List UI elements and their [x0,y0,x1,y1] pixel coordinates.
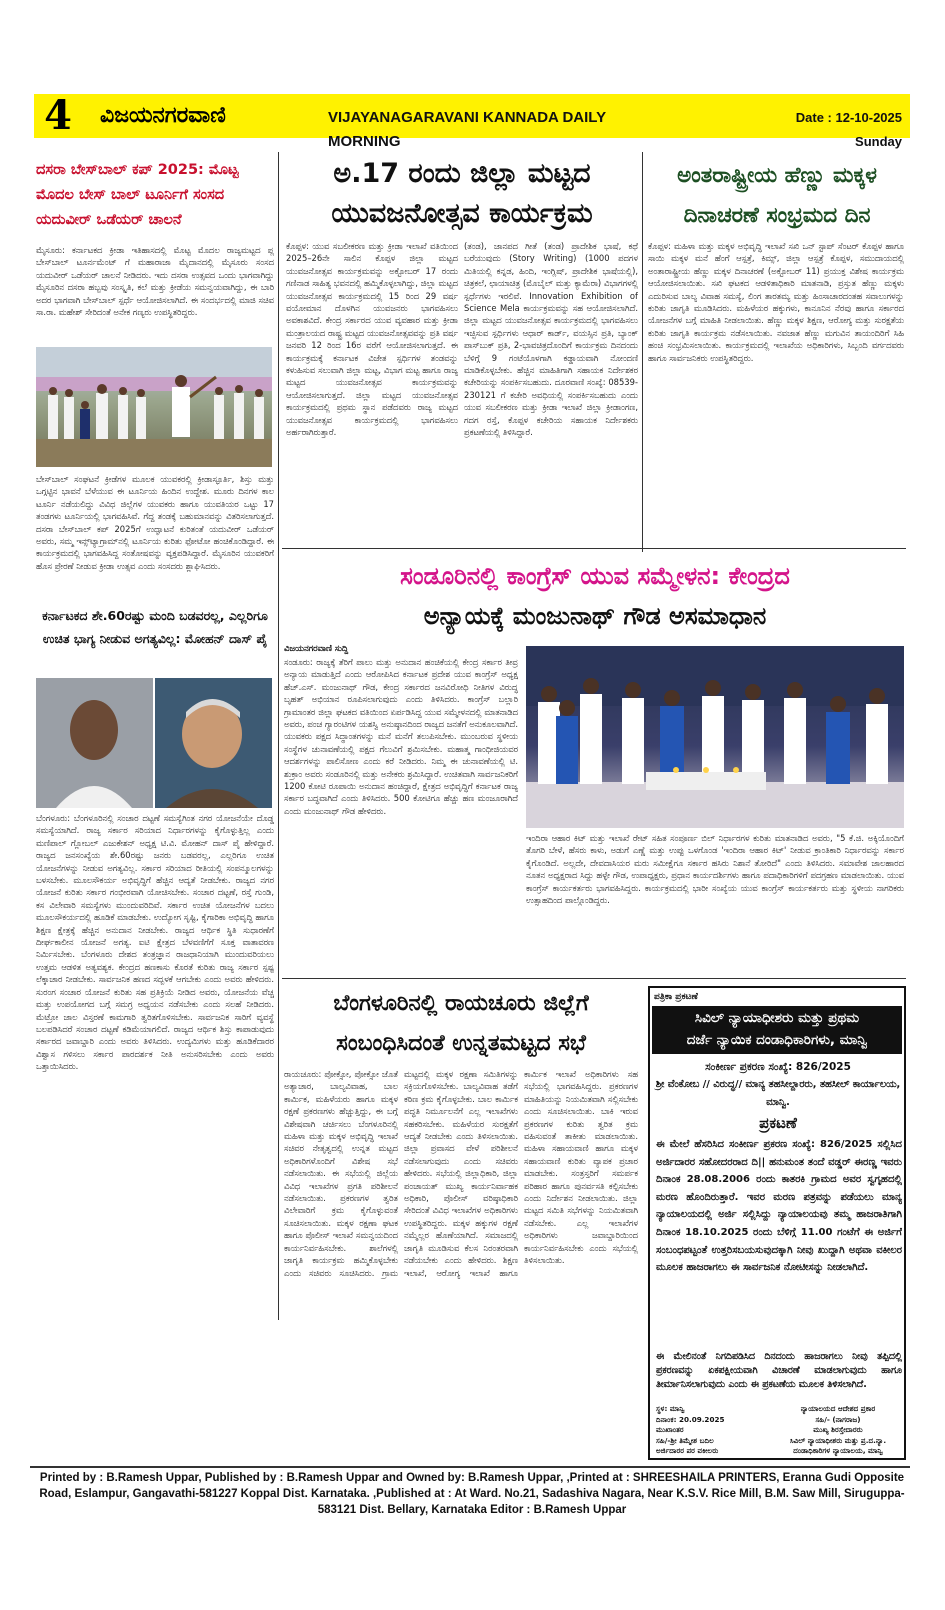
raichur-body: ರಾಯಚೂರು: ಪೋಕ್ಸೋ, ಪೋಕ್ಸೋ ಜೊತೆ ಅತ್ಯಾಚಾರ, ಬಾಲ್ಯವಿವಾಹ, ಬಾಲ ಕಾರ್ಮಿಕ, ಮಹಿಳೆಯರು ಹಾಗೂ ಮಕ್ಕಳ ರಕ್ಷಣೆ ಪ್ರಕರಣಗಳು ಹೆಚ್ಚುತ್ತಿದ್ದು, ಈ ಬಗ್ಗೆ ವಿಶೇಷವಾಗಿ ಚರ್ಚಿಸಲು ಬೆಂಗಳೂರಿನಲ್ಲಿ ಮಹಿಳಾ ಮತ್ತು ಮಕ್ಕಳ ಅಭಿವೃದ್ಧಿ ಇಲಾಖೆ ಸಚಿವರ ನೇತೃತ್ವದಲ್ಲಿ ಉನ್ನತ ಮಟ್ಟದ ಅಧಿಕಾರಿಗಳೊಂದಿಗೆ ವಿಶೇಷ ಸಭೆ ನಡೆಸಲಾಯಿತು. ಈ ಸಭೆಯಲ್ಲಿ ಜಿಲ್ಲೆಯ ವಿವಿಧ ಇಲಾಖೆಗಳ ಪ್ರಗತಿ ಪರಿಶೀಲನೆ ನಡೆಸಲಾಯಿತು. ಪ್ರಕರಣಗಳ ತ್ವರಿತ ವಿಲೇವಾರಿಗೆ ಕ್ರಮ ಕೈಗೊಳ್ಳುವಂತೆ ಸೂಚಿಸಲಾಯಿತು. ಮಕ್ಕಳ ರಕ್ಷಣಾ ಘಟಕ ಹಾಗೂ ಪೊಲೀಸ್ ಇಲಾಖೆ ಸಮನ್ವಯದಿಂದ ಕಾರ್ಯನಿರ್ವಹಿಸಬೇಕು. ಶಾಲೆಗಳಲ್ಲಿ ಜಾಗೃತಿ ಕಾರ್ಯಕ್ರಮ ಹಮ್ಮಿಕೊಳ್ಳಬೇಕು ಎಂದು ಸಚಿವರು ಸೂಚಿಸಿದರು. ಗ್ರಾಮ ಮಟ್ಟದಲ್ಲಿ ಮಕ್ಕಳ ರಕ್ಷಣಾ ಸಮಿತಿಗಳನ್ನು ಸಕ್ರಿಯಗೊಳಿಸಬೇಕು. ಬಾಲ್ಯವಿವಾಹ ತಡೆಗೆ ಕಠಿಣ ಕ್ರಮ ಕೈಗೊಳ್ಳಬೇಕು. ಬಾಲ ಕಾರ್ಮಿಕ ಪದ್ಧತಿ ನಿರ್ಮೂಲನೆಗೆ ಎಲ್ಲ ಇಲಾಖೆಗಳು ಸಹಕರಿಸಬೇಕು. ಮಹಿಳೆಯರ ಸುರಕ್ಷತೆಗೆ ಆದ್ಯತೆ ನೀಡಬೇಕು ಎಂದು ತಿಳಿಸಲಾಯಿತು. ಜಿಲ್ಲಾ ಪ್ರವಾಸದ ವೇಳೆ ಪರಿಶೀಲನೆ ನಡೆಸಲಾಗುವುದು ಎಂದು ಸಚಿವರು ಹೇಳಿದರು. ಸಭೆಯಲ್ಲಿ ಜಿಲ್ಲಾಧಿಕಾರಿ, ಜಿಲ್ಲಾ ಪಂಚಾಯತ್ ಮುಖ್ಯ ಕಾರ್ಯನಿರ್ವಾಹಕ ಅಧಿಕಾರಿ, ಪೊಲೀಸ್ ವರಿಷ್ಠಾಧಿಕಾರಿ ಸೇರಿದಂತೆ ವಿವಿಧ ಇಲಾಖೆಗಳ ಅಧಿಕಾರಿಗಳು ಉಪಸ್ಥಿತರಿದ್ದರು. ಮಕ್ಕಳ ಹಕ್ಕುಗಳ ರಕ್ಷಣೆ ನಮ್ಮೆಲ್ಲರ ಹೊಣೆಯಾಗಿದೆ. ಸಮಾಜದಲ್ಲಿ ಜಾಗೃತಿ ಮೂಡಿಸುವ ಕೆಲಸ ನಿರಂತರವಾಗಿ ನಡೆಯಬೇಕು ಎಂದು ಹೇಳಿದರು. ಶಿಕ್ಷಣ ಇಲಾಖೆ, ಆರೋಗ್ಯ ಇಲಾಖೆ ಹಾಗೂ ಕಾರ್ಮಿಕ ಇಲಾಖೆ ಅಧಿಕಾರಿಗಳು ಸಹ ಸಭೆಯಲ್ಲಿ ಭಾಗವಹಿಸಿದ್ದರು. ಪ್ರಕರಣಗಳ ಮಾಹಿತಿಯನ್ನು ನಿಯಮಿತವಾಗಿ ಸಲ್ಲಿಸಬೇಕು ಎಂದು ಸೂಚಿಸಲಾಯಿತು. ಬಾಕಿ ಇರುವ ಪ್ರಕರಣಗಳ ಕುರಿತು ತ್ವರಿತ ಕ್ರಮ ವಹಿಸುವಂತೆ ತಾಕೀತು ಮಾಡಲಾಯಿತು. ಮಹಿಳಾ ಸಹಾಯವಾಣಿ ಹಾಗೂ ಮಕ್ಕಳ ಸಹಾಯವಾಣಿ ಕುರಿತು ವ್ಯಾಪಕ ಪ್ರಚಾರ ಮಾಡಬೇಕು. ಸಂತ್ರಸ್ತರಿಗೆ ಸಮರ್ಪಕ ಪರಿಹಾರ ಹಾಗೂ ಪುನರ್ವಸತಿ ಕಲ್ಪಿಸಬೇಕು ಎಂದು ನಿರ್ದೇಶನ ನೀಡಲಾಯಿತು. ಜಿಲ್ಲಾ ಮಟ್ಟದ ಸಮಿತಿ ಸಭೆಗಳನ್ನು ನಿಯಮಿತವಾಗಿ ನಡೆಸಬೇಕು. ಎಲ್ಲ ಇಲಾಖೆಗಳ ಅಧಿಕಾರಿಗಳು ಜವಾಬ್ದಾರಿಯಿಂದ ಕಾರ್ಯನಿರ್ವಹಿಸಬೇಕು ಎಂದು ಸಭೆಯಲ್ಲಿ ತಿಳಿಸಲಾಯಿತು. [284,1069,638,1278]
sandur-caption-body: ಇಂದಿರಾ ಆಹಾರ ಕಿಟ್ ಮತ್ತು ಇಲಾಖೆ ರೇಟ್ ಸಹಿತ ಸಂಪೂರ್ಣ ಬಿಲ್ ನಿರ್ಧಾರಗಳ ಕುರಿತು ಮಾತನಾಡಿದ ಅವರು, "5 ಕೆ.ಜಿ. ಅಕ್ಕಿಯೊಂದಿಗೆ ತೊಗರಿ ಬೇಳೆ, ಹೆಸರು ಕಾಳು, ಅಡುಗೆ ಎಣ್ಣೆ ಮತ್ತು ಉಪ್ಪು ಒಳಗೊಂಡ 'ಇಂದಿರಾ ಆಹಾರ ಕಿಟ್' ನೀಡುವ ಕ್ರಾಂತಿಕಾರಿ ನಿರ್ಧಾರವನ್ನು ಸರ್ಕಾರ ಕೈಗೊಂಡಿದೆ. ಅಲ್ಲದೇ, ದೇವದಾಸಿಯರ ಮರು ಸಮೀಕ್ಷೆಗೂ ಸರ್ಕಾರ ಹಸಿರು ನಿಶಾನೆ ತೋರಿದೆ" ಎಂದು ತಿಳಿಸಿದರು. ಸಮಾವೇಶ ಜಾಲಹಾರದ ನೂತನ ಅಧ್ಯಕ್ಷರಾದ ಸಿದ್ದು ಹಳ್ಳೇ ಗೌಡ, ಉಪಾಧ್ಯಕ್ಷರು, ಪ್ರಧಾನ ಕಾರ್ಯದರ್ಶಿಗಳು ಹಾಗೂ ಪದಾಧಿಕಾರಿಗಳಿಗೆ ಪದಗ್ರಹಣ ಮಾಡಲಾಯಿತು. ಯುವ ಕಾಂಗ್ರೆಸ್ ಕಾರ್ಯಕರ್ತರು ಭಾಗವಹಿಸಿದ್ದರು. ಕಾರ್ಯಕ್ರಮದಲ್ಲಿ ಭಾರೀ ಸಂಖ್ಯೆಯ ಯುವ ಕಾಂಗ್ರೆಸ್ ಕಾರ್ಯಕರ್ತರು ಮತ್ತು ಸ್ಥಳೀಯ ನಾಗರಿಕರು ಉತ್ಸಾಹದಿಂದ ಪಾಲ್ಗೊಂಡಿದ್ದರು. [526,833,904,906]
footer-imprint: Printed by : B.Ramesh Uppar, Published by : B.Ramesh Uppar and Owned by: B.Ramesh Uppar, ,Printed at : SHREESHAILA PRINTERS, Eranna Gudi Opposite Road, Eslampur, Gangavathi-581227 Koppal Dist. Karnataka. ,Published at : At Ward. No.21, Sadashiva Nagara, Near K.S.V. Rice Mill, B.M. Saw Mill, Siruguppa-583121 Dist. Bellary, Karnataka Editor : B.Ramesh Uppar [39,1472,905,1516]
row-rule [282,548,906,549]
yuvajanotsava-body-col2: (ತಂಡ), ಜಾನಪದ ಗೀತೆ (ತಂಡ) ಪ್ರಾದೇಶಿಕ ಭಾಷೆ, ಕಥೆ ಬರೆಯುವುದು (Story Writing) (1000 ಪದಗಳ ಮಿತಿಯಲ್ಲಿ ಕನ್ನಡ, ಹಿಂದಿ, ಇಂಗ್ಲಿಷ್, ಪ್ರಾದೇಶಿಕ ಭಾಷೆಯಲ್ಲಿ), ಚಿತ್ರಕಲೆ, ಛಾಯಾಚಿತ್ರ (ಮೊಬೈಲ್ ಮತ್ತು ಕ್ಯಾಮೆರಾ) ವಿಭಾಗಗಳಲ್ಲಿ ಸ್ಪರ್ಧೆಗಳು ಇರಲಿವೆ. Innovation Exhibition of Science Mela ಕಾರ್ಯಕ್ರಮವನ್ನು ಸಹ ಆಯೋಜಿಸಲಾಗಿದೆ. ಜಿಲ್ಲಾ ಮಟ್ಟದ ಯುವಜನೋತ್ಸವ ಕಾರ್ಯಕ್ರಮದಲ್ಲಿ ಭಾಗವಹಿಸಲು ಇಚ್ಛಿಸುವ ಸ್ಪರ್ಧಿಗಳು ಆಧಾರ್ ಕಾರ್ಡ್, ವಯಸ್ಸಿನ ಪ್ರತಿ, ಬ್ಯಾಂಕ್ ಪಾಸ್‌ಬುಕ್ ಪ್ರತಿ, 2-ಭಾವಚಿತ್ರದೊಂದಿಗೆ ಕಾರ್ಯಕ್ರಮ ದಿನದಂದು ಬೆಳಿಗ್ಗೆ 9 ಗಂಟೆಯೊಳಗಾಗಿ ಕಡ್ಡಾಯವಾಗಿ ನೋಂದಣಿ ಮಾಡಿಕೊಳ್ಳಬೇಕು. ಹೆಚ್ಚಿನ ಮಾಹಿತಿಗಾಗಿ ಸಹಾಯಕ ನಿರ್ದೇಶಕರ ಕಚೇರಿಯನ್ನು ಸಂಪರ್ಕಿಸಬಹುದು. ದೂರವಾಣಿ ಸಂಖ್ಯೆ: 08539-230121 ಗೆ ಕಚೇರಿ ಅವಧಿಯಲ್ಲಿ ಸಂಪರ್ಕಿಸಬಹುದು ಎಂದು ಯುವ ಸಬಲೀಕರಣ ಮತ್ತು ಕ್ರೀಡಾ ಇಲಾಖೆ ಜಿಲ್ಲಾ ಕ್ರೀಡಾಂಗಣ, ಗದಗ ರಸ್ತೆ, ಕೊಪ್ಪಳ ಕಚೇರಿಯ ಸಹಾಯಕ ನಿರ್ದೇಶಕರು ಪ್ರಕಟಣೆಯಲ್ಲಿ ತಿಳಿಸಿದ್ದಾರೆ. [464,241,638,438]
notice-court-line2: ದರ್ಜೆ ನ್ಯಾಯಿಕ ದಂಡಾಧಿಕಾರಿಗಳು, ಮಾನ್ವಿ [686,1032,868,1048]
newspaper-name-english: VIJAYANAGARAVANI KANNADA DAILY MORNING [328,109,606,150]
row-rule [282,978,906,979]
notice-case-number: ಸಂಕೀರ್ಣ ಪ್ರಕರಣ ಸಂಖ್ಯೆ: 826/2025 [705,1061,851,1073]
dasara-photo [36,347,272,467]
dasara-body-top: ಮೈಸೂರು: ಕರ್ನಾಟಕದ ಕ್ರೀಡಾ ಇತಿಹಾಸದಲ್ಲಿ ಮೊಟ್ಟ ಮೊದಲ ರಾಜ್ಯಮಟ್ಟದ ಪ್ಲ ಬೇಸ್‌ಬಾಲ್ ಟೂರ್ನಮೆಂಟ್ ಗೆ ಮಹಾರಾಜಾ ಮೈದಾನದಲ್ಲಿ ಮೈಸೂರು ಸಂಸದ ಯದುವೀರ್ ಒಡೆಯರ್ ಚಾಲನೆ ನೀಡಿದರು. ಇದು ದಸರಾ ಉತ್ಸವದ ಒಂದು ಭಾಗವಾಗಿದ್ದು ಮೈಸೂರಿನ ದಸರಾ ಹಬ್ಬವು ಸಂಸ್ಕೃತಿ, ಕಲೆ ಮತ್ತು ಕ್ರೀಡೆಯ ಸಮನ್ವಯವಾಗಿದ್ದು, ಈ ಬಾರಿ ಅದರ ಭಾಗವಾಗಿ ಬೇಸ್‌ಬಾಲ್ ಸ್ಪರ್ಧೆ ಆಯೋಜಿಸಲಾಗಿದೆ. ಈ ಸಂದರ್ಭದಲ್ಲಿ ಮಾಜಿ ಸಚಿವ ಸಾ.ರಾ. ಮಹೇಶ್ ಸೇರಿದಂತೆ ಅನೇಕ ಗಣ್ಯರು ಉಪಸ್ಥಿತರಿದ್ದರು. [36,245,274,318]
notice-body: ಈ ಮೇಲೆ ಹೆಸರಿಸಿದ ಸಂಕೀರ್ಣ ಪ್ರಕರಣ ಸಂಖ್ಯೆ: 826/2025 ಸಲ್ಲಿಸಿದ ಅರ್ಜಿದಾರರ ಸಹೋದರರಾದ ದಿ|| ಹನುಮಂತ ತಂದೆ ವಡ್ಡರ್ ಈರಣ್ಣ ಇವರು ದಿನಾಂಕ 28.08.2006 ರಂದು ಕಾತರಕಿ ಗ್ರಾಮದ ಅವರ ಸ್ವಗೃಹದಲ್ಲಿ ಮರಣ ಹೊಂದಿರುತ್ತಾರೆ. ಇವರ ಮರಣ ಪತ್ರವನ್ನು ಪಡೆಯಲು ಮಾನ್ಯ ನ್ಯಾಯಾಲಯದಲ್ಲಿ ಅರ್ಜಿ ಸಲ್ಲಿಸಿದ್ದು ನ್ಯಾಯಾಲಯವು ತಮ್ಮ ಹಾಜರಾತಿಗಾಗಿ ದಿನಾಂಕ 18.10.2025 ರಂದು ಬೆಳಿಗ್ಗೆ 11.00 ಗಂಟೆಗೆ ಈ ಅರ್ಜಿಗೆ ಸಂಬಂಧಪಟ್ಟಂತೆ ಉತ್ತರಿಸಬಯಸುವುದಕ್ಕಾಗಿ ನೀವು ಖುದ್ದಾಗಿ ಅಥವಾ ವಕೀಲರ ಮೂಲಕ ಹಾಜರಾಗಲು ಈ ಸಾರ್ವಜನಿಕ ನೋಟೀಸನ್ನು ನೀಡಲಾಗಿದೆ. [656,1139,902,1274]
girls-day-headline: ಅಂತರಾಷ್ಟ್ರೀಯ ಹೆಣ್ಣು ಮಕ್ಕಳ ದಿನಾಚರಣೆ ಸಂಭ್ರಮದ ದಿನ [677,163,877,228]
page-number: 4 [44,92,72,139]
notice-body-2: ಈ ಮೇಲಿನಂತೆ ನಿಗದಿಪಡಿಸಿದ ದಿನದಂದು ಹಾಜರಾಗಲು ನೀವು ತಪ್ಪಿದಲ್ಲಿ ಪ್ರಕರಣವನ್ನು ಏಕಪಕ್ಷೀಯವಾಗಿ ವಿಚಾರಣೆ ಮಾಡಲಾಗುವುದು ಹಾಗೂ ತೀರ್ಮಾನಿಸಲಾಗುವುದು ಎಂದು ಈ ಪ್ರಕಟಣೆಯ ಮೂಲಕ ತಿಳಿಸಲಾಗಿದೆ. [656,1351,902,1390]
newspaper-name-kannada: ವಿಜಯನಗರವಾಣಿ [100,103,226,128]
column-rule [278,600,279,1320]
mohandas-photo [36,678,272,808]
notice-signature-left: ಸ್ಥಳ: ಮಾನ್ವಿ ದಿನಾಂಕ: 20.09.2025 ಮುಖಾಂತರ ಸಹಿ/-ಶ್ರೀ ತಿಮ್ಮೇಶ ಬದಿಲ ಅರ್ಜಿದಾರರ ಪರ ವಕೀಲರು [656,1404,725,1456]
sandur-headline-line2: ಅನ್ಯಾಯಕ್ಕೆ ಮಂಜುನಾಥ್ ಗೌಡ ಅಸಮಾಧಾನ [423,602,767,630]
two-portraits-photo [36,678,272,808]
column-rule [642,152,643,552]
notice-kicker: ಪತ್ರಿಕಾ ಪ್ರಕಟಣೆ [654,992,698,1002]
mohandas-body: ಬೆಂಗಳೂರು: ಬೆಂಗಳೂರಿನಲ್ಲಿ ಸಂಚಾರ ದಟ್ಟಣೆ ಸಮಸ್ಯೆಗಿಂತ ನಗರ ಯೋಜನೆಯೇ ದೊಡ್ಡ ಸಮಸ್ಯೆಯಾಗಿದೆ. ರಾಜ್ಯ ಸರ್ಕಾರ ಸರಿಯಾದ ನಿರ್ಧಾರಗಳನ್ನು ಕೈಗೊಳ್ಳುತ್ತಿಲ್ಲ ಎಂದು ಮಣಿಪಾಲ್ ಗ್ಲೋಬಲ್ ಎಜುಕೇಶನ್ ಅಧ್ಯಕ್ಷ ಟಿ.ವಿ. ಮೋಹನ್ ದಾಸ್ ಪೈ ಹೇಳಿದ್ದಾರೆ. ರಾಜ್ಯದ ಜನಸಂಖ್ಯೆಯ ಶೇ.60ರಷ್ಟು ಜನರು ಬಡವರಲ್ಲ, ಎಲ್ಲರಿಗೂ ಉಚಿತ ಯೋಜನೆಗಳನ್ನು ನೀಡುವ ಅಗತ್ಯವಿಲ್ಲ. ಸರ್ಕಾರ ಸರಿಯಾದ ರೀತಿಯಲ್ಲಿ ಸಂಪನ್ಮೂಲಗಳನ್ನು ಬಳಸಬೇಕು. ಮೂಲಸೌಕರ್ಯ ಅಭಿವೃದ್ಧಿಗೆ ಹೆಚ್ಚಿನ ಆದ್ಯತೆ ನೀಡಬೇಕು. ರಾಜ್ಯದ ನಗರ ಯೋಜನೆ ಕುರಿತು ಸರ್ಕಾರ ಗಂಭೀರವಾಗಿ ಯೋಚಿಸಬೇಕು. ಸಂಚಾರ ದಟ್ಟಣೆ, ರಸ್ತೆ ಗುಂಡಿ, ಕಸ ವಿಲೇವಾರಿ ಸಮಸ್ಯೆಗಳು ಮುಂದುವರಿದಿವೆ. ಸರ್ಕಾರ ಉಚಿತ ಯೋಜನೆಗಳ ಬದಲು ಮೂಲಸೌಕರ್ಯದಲ್ಲಿ ಹೂಡಿಕೆ ಮಾಡಬೇಕು. ಉದ್ಯೋಗ ಸೃಷ್ಟಿ, ಕೈಗಾರಿಕಾ ಅಭಿವೃದ್ಧಿ ಹಾಗೂ ಶಿಕ್ಷಣ ಕ್ಷೇತ್ರಕ್ಕೆ ಹೆಚ್ಚಿನ ಅನುದಾನ ನೀಡಬೇಕು. ರಾಜ್ಯದ ಆರ್ಥಿಕ ಸ್ಥಿತಿ ಸುಧಾರಣೆಗೆ ದೀರ್ಘಕಾಲೀನ ಯೋಜನೆ ಅಗತ್ಯ. ಐಟಿ ಕ್ಷೇತ್ರದ ಬೆಳವಣಿಗೆಗೆ ಸೂಕ್ತ ವಾತಾವರಣ ನಿರ್ಮಿಸಬೇಕು. ಬೆಂಗಳೂರು ದೇಶದ ತಂತ್ರಜ್ಞಾನ ರಾಜಧಾನಿಯಾಗಿ ಮುಂದುವರಿಯಲು ಉತ್ತಮ ಆಡಳಿತ ಅತ್ಯವಶ್ಯಕ. ಕೇಂದ್ರದ ಹಣಕಾಸು ಕೊರತೆ ಕುರಿತು ರಾಜ್ಯ ಸರ್ಕಾರ ಸ್ಪಷ್ಟ ಲೆಕ್ಕಾಚಾರ ನೀಡಬೇಕು. ಸಾರ್ವಜನಿಕ ಹಣದ ಸದ್ಬಳಕೆ ಆಗಬೇಕು ಎಂದು ಅವರು ಹೇಳಿದರು. ಸುರಂಗ ಸಂಚಾರ ಯೋಜನೆ ಕುರಿತು ಸಹ ಪ್ರತಿಕ್ರಿಯೆ ನೀಡಿದ ಅವರು, ಯೋಜನೆಯ ವೆಚ್ಚ ಮತ್ತು ಉಪಯೋಗದ ಬಗ್ಗೆ ಸಮಗ್ರ ಅಧ್ಯಯನ ನಡೆಸಬೇಕು ಎಂದು ಸಲಹೆ ನೀಡಿದರು. ಮೆಟ್ರೋ ಜಾಲ ವಿಸ್ತರಣೆ ಕಾಮಗಾರಿ ತ್ವರಿತಗೊಳಿಸಬೇಕು. ಸಾರ್ವಜನಿಕ ಸಾರಿಗೆ ವ್ಯವಸ್ಥೆ ಬಲಪಡಿಸಿದರೆ ಸಂಚಾರ ದಟ್ಟಣೆ ಕಡಿಮೆಯಾಗಲಿದೆ. ರಾಜ್ಯದ ಆರ್ಥಿಕ ಶಿಸ್ತು ಕಾಪಾಡುವುದು ಸರ್ಕಾರದ ಜವಾಬ್ದಾರಿ ಎಂದು ಅವರು ತಿಳಿಸಿದರು. ಉದ್ಯಮಿಗಳು ಮತ್ತು ಹೂಡಿಕೆದಾರರ ವಿಶ್ವಾಸ ಗಳಿಸಲು ಸರ್ಕಾರ ಪಾರದರ್ಶಕ ನೀತಿ ಅನುಸರಿಸಬೇಕು ಎಂದು ಅವರು ಒತ್ತಾಯಿಸಿದರು. [36,813,274,1072]
notice-signature-right: ನ್ಯಾಯಾಲಯದ ಆದೇಶದ ಪ್ರಕಾರ ಸಹಿ/- (ನಾಗರಾಜ) ಮುಖ್ಯ ಶಿರಸ್ತೇದಾರರು ಸಿವಿಲ್ ನ್ಯಾಯಾಧೀಶರು ಮತ್ತು ಪ್ರ.ದ.ನ್ಯಾ. ದಂಡಾಧಿಕಾರಿಗಳ ನ್ಯಾಯಾಲಯ, ಮಾನ್ವಿ [789,1404,887,1456]
mohandas-headline: ಕರ್ನಾಟಕದ ಶೇ.60ರಷ್ಟು ಮಂದಿ ಬಡವರಲ್ಲ, ಎಲ್ಲರಿಗೂ ಉಚಿತ ಭಾಗ್ಯ ನೀಡುವ ಅಗತ್ಯವಿಲ್ಲ: ಮೋಹನ್ ದಾಸ್ ಪೈ [42,608,268,646]
footer-rule [30,1466,910,1468]
youth-congress-stage-photo [526,646,904,828]
sandur-headline-line1: ಸಂಡೂರಿನಲ್ಲಿ ಕಾಂಗ್ರೆಸ್ ಯುವ ಸಮ್ಮೇಳನ: ಕೇಂದ್ರದ [400,562,790,590]
raichur-headline: ಬೆಂಗಳೂರಿನಲ್ಲಿ ರಾಯಚೂರು ಜಿಲ್ಲೆಗೆ ಸಂಬಂಧಿಸಿದಂತೆ ಉನ್ನತಮಟ್ಟದ ಸಭೆ [333,991,589,1056]
issue-date: Date : 12-10-2025 Sunday [795,110,902,149]
yuvajanotsava-body-col1: ಕೊಪ್ಪಳ: ಯುವ ಸಬಲೀಕರಣ ಮತ್ತು ಕ್ರೀಡಾ ಇಲಾಖೆ ವತಿಯಿಂದ 2025–26ನೇ ಸಾಲಿನ ಕೊಪ್ಪಳ ಜಿಲ್ಲಾ ಮಟ್ಟದ ಯುವಜನೋತ್ಸವ ಕಾರ್ಯಕ್ರಮವನ್ನು ಅಕ್ಟೋಬರ್ 17 ರಂದು ಗಣಿನಾಡ ಸಾಹಿತ್ಯ ಭವನದಲ್ಲಿ ಹಮ್ಮಿಕೊಳ್ಳಲಾಗಿದ್ದು, ಜಿಲ್ಲಾ ಮಟ್ಟದ ಯುವಜನೋತ್ಸವ ಕಾರ್ಯಕ್ರಮದಲ್ಲಿ 15 ರಿಂದ 29 ವರ್ಷ ವಯೋಮಾನ ದೊಳಗಿನ ಯುವಜನರು ಭಾಗವಹಿಸಲು ಅವಕಾಶವಿದೆ. ಕೇಂದ್ರ ಸರ್ಕಾರದ ಯುವ ವ್ಯವಹಾರ ಮತ್ತು ಕ್ರೀಡಾ ಮಂತ್ರಾಲಯದ ರಾಷ್ಟ್ರ ಮಟ್ಟದ ಯುವಜನೋತ್ಸವವನ್ನು ಪ್ರತಿ ವರ್ಷ ಜನವರಿ 12 ರಿಂದ 16ರ ವರೆಗೆ ಆಯೋಜಿಸಲಾಗುತ್ತದೆ. ಈ ಕಾರ್ಯಕ್ರಮಕ್ಕೆ ಕರ್ನಾಟಕ ವಿಜೇತ ಸ್ಪರ್ಧಿಗಳ ತಂಡವನ್ನು ಕಳುಹಿಸುವ ಸಲುವಾಗಿ ಜಿಲ್ಲಾ ಮಟ್ಟ, ವಿಭಾಗ ಮಟ್ಟ ಹಾಗೂ ರಾಜ್ಯ ಮಟ್ಟದ ಯುವಜನೋತ್ಸವ ಕಾರ್ಯಕ್ರಮವನ್ನು ಆಯೋಜಿಸಲಾಗುತ್ತದೆ. ಜಿಲ್ಲಾ ಮಟ್ಟದ ಯುವಜನೋತ್ಸವ ಕಾರ್ಯಕ್ರಮದಲ್ಲಿ ಪ್ರಥಮ ಸ್ಥಾನ ಪಡೆದವರು ರಾಜ್ಯ ಮಟ್ಟದ ಯುವಜನೋತ್ಸವ ಕಾರ್ಯಕ್ರಮದಲ್ಲಿ ಭಾಗವಹಿಸಲು ಅರ್ಹರಾಗಿರುತ್ತಾರೆ. [286,241,458,438]
dasara-body-bottom: ಬೇಸ್‌ಬಾಲ್ ಸಂಘಟನೆ ಕ್ರೀಡೆಗಳ ಮೂಲಕ ಯುವಕರಲ್ಲಿ ಕ್ರೀಡಾಸ್ಫೂರ್ತಿ, ಶಿಸ್ತು ಮತ್ತು ಒಗ್ಗಟ್ಟಿನ ಭಾವನೆ ಬೆಳೆಯುವ ಈ ಟೂರ್ನಿಯ ಹಿಂದಿನ ಉದ್ದೇಶ. ಮೂರು ದಿನಗಳ ಕಾಲ ಟೂರ್ನಿ ನಡೆಯಲಿದ್ದು ವಿವಿಧ ಜಿಲ್ಲೆಗಳ ಯುವಕರು ಹಾಗೂ ಯುವತಿಯರ ಒಟ್ಟು 17 ತಂಡಗಳು ಟೂರ್ನಿಯಲ್ಲಿ ಭಾಗವಹಿಸಿವೆ. ಗೆದ್ದ ತಂಡಕ್ಕೆ ಬಹುಮಾನವನ್ನು ವಿತರಿಸಲಾಗುತ್ತದೆ. ದಸರಾ ಬೇಸ್‌ಬಾಲ್ ಕಪ್ 2025ಗೆ ಉದ್ಘಾಟನೆ ಕುರಿತಂತೆ ಯದುವೀರ್ ಒಡೆಯರ್ ಅವರು, ಸಮ್ಮ ಇನ್ಸ್‌ಟ್ಯಾಗ್ರಾಮ್‌ನಲ್ಲಿ ಟೂರ್ನಿಯ ಕುರಿತು ಫೋಟೋ ಹಂಚಿಕೊಂಡಿದ್ದಾರೆ. ಈ ಕಾರ್ಯಕ್ರಮದಲ್ಲಿ ಭಾಗವಹಿಸಿದ್ದ ಸಂತೋಷವನ್ನು ವ್ಯಕ್ತಪಡಿಸಿದ್ದಾರೆ. ಮೈಸೂರಿನ ಯುವಕರಿಗೆ ಹೊಸ ಪ್ರೇರಣೆ ನೀಡುವ ಕ್ರೀಡಾ ಉತ್ಸವ ಎಂದು ಸಂಸದರು ಶ್ಲಾಘಿಸಿದರು. [36,474,274,571]
yuvajanotsava-headline: ಅ.17 ರಂದು ಜಿಲ್ಲಾ ಮಟ್ಟದ ಯುವಜನೋತ್ಸವ ಕಾರ್ಯಕ್ರಮ [331,158,593,229]
baseball-event-photo [36,347,272,467]
sandur-dateline: ವಿಜಯನಗರವಾಣಿ ಸುದ್ದಿ [284,643,349,653]
sandur-photo [526,646,904,828]
notice-court-line1: ಸಿವಿಲ್ ನ್ಯಾಯಾಧೀಶರು ಮತ್ತು ಪ್ರಥಮ [694,1010,860,1026]
notice-parties: ಶ್ರೀ ವೆಂಕೋಬ // ವಿರುದ್ಧ// ಮಾನ್ಯ ತಹಸೀಲ್ದಾರರು, ತಹಸೀಲ್ ಕಾರ್ಯಾಲಯ, ಮಾನ್ವಿ. [655,1079,901,1108]
dasara-headline: ದಸರಾ ಬೇಸ್‌ಬಾಲ್ ಕಪ್ 2025: ಮೊಟ್ಟ ಮೊದಲ ಬೇಸ್ ಬಾಲ್ ಟೂರ್ನಿಗೆ ಸಂಸದ ಯದುವೀರ್ ಒಡೆಯರ್ ಚಾಲನೆ [36,162,239,228]
notice-title: ಪ್ರಕಟಣೆ [759,1114,797,1132]
girls-day-body: ಕೊಪ್ಪಳ: ಮಹಿಳಾ ಮತ್ತು ಮಕ್ಕಳ ಅಭಿವೃದ್ಧಿ ಇಲಾಖೆ ಸಖಿ ಒನ್ ಸ್ಟಾಪ್ ಸೆಂಟರ್ ಕೊಪ್ಪಳ ಹಾಗೂ ಸಾಯಿ ಮಕ್ಕಳ ಮನೆ ಹೆಂಗೆ ಆಸ್ಪತ್ರೆ, ಕಿಮ್ಸ್, ಜಿಲ್ಲಾ ಆಸ್ಪತ್ರೆ ಕೊಪ್ಪಳ, ಸಮುದಾಯದಲ್ಲಿ ಅಂತಾರಾಷ್ಟ್ರೀಯ ಹೆಣ್ಣು ಮಕ್ಕಳ ದಿನಾಚರಣೆ (ಅಕ್ಟೋಬರ್ 11) ಪ್ರಯುಕ್ತ ವಿಶೇಷ ಕಾರ್ಯಕ್ರಮ ಆಯೋಜಿಸಲಾಯಿತು. ಸಖಿ ಘಟಕದ ಆಡಳಿತಾಧಿಕಾರಿ ಮಾತನಾಡಿ, ಪ್ರಸ್ತುತ ಹೆಣ್ಣು ಮಕ್ಕಳು ಎದುರಿಸುವ ಬಾಲ್ಯ ವಿವಾಹ ಸಮಸ್ಯೆ, ಲಿಂಗ ತಾರತಮ್ಯ ಮತ್ತು ಹಿಂಸಾಚಾರದಂತಹ ಸವಾಲುಗಳನ್ನು ಕುರಿತು ಜಾಗೃತಿ ಮೂಡಿಸಿದರು. ಮಹಿಳೆಯರ ಹಕ್ಕುಗಳು, ಕಾನೂನಿನ ನೆರವು ಹಾಗೂ ಸರ್ಕಾರದ ಯೋಜನೆಗಳ ಬಗ್ಗೆ ಮಾಹಿತಿ ನೀಡಲಾಯಿತು. ಹೆಣ್ಣು ಮಕ್ಕಳ ಶಿಕ್ಷಣ, ಆರೋಗ್ಯ ಮತ್ತು ಸುರಕ್ಷತೆಯ ಕುರಿತು ಜಾಗೃತಿ ಕಾರ್ಯಕ್ರಮ ನಡೆಸಲಾಯಿತು. ನವಜಾತ ಹೆಣ್ಣು ಮಗುವಿನ ತಾಯಂದಿರಿಗೆ ಸಿಹಿ ಹಂಚಿ ಸಂಭ್ರಮಿಸಲಾಯಿತು. ಕಾರ್ಯಕ್ರಮದಲ್ಲಿ ಇಲಾಖೆಯ ಅಧಿಕಾರಿಗಳು, ಸಿಬ್ಬಂದಿ ವರ್ಗದವರು ಹಾಗೂ ಸಾರ್ವಜನಿಕರು ಉಪಸ್ಥಿತರಿದ್ದರು. [648,241,904,363]
sandur-body: ಸಂಡೂರು: ರಾಜ್ಯಕ್ಕೆ ತೆರಿಗೆ ಪಾಲು ಮತ್ತು ಅನುದಾನ ಹಂಚಿಕೆಯಲ್ಲಿ ಕೇಂದ್ರ ಸರ್ಕಾರ ತೀವ್ರ ಅನ್ಯಾಯ ಮಾಡುತ್ತಿದೆ ಎಂದು ಆರೋಪಿಸಿದ ಕರ್ನಾಟಕ ಪ್ರದೇಶ ಯುವ ಕಾಂಗ್ರೆಸ್ ಅಧ್ಯಕ್ಷ ಹೆಚ್.ಎಸ್. ಮಂಜುನಾಥ್ ಗೌಡ, ಕೇಂದ್ರ ಸರ್ಕಾರದ ಜನವಿರೋಧಿ ನೀತಿಗಳ ವಿರುದ್ಧ ಬೃಹತ್ ಅಭಿಯಾನ ರೂಪಿಸಲಾಗುವುದು ಎಂದು ತಿಳಿಸಿದರು. ಕಾಂಗ್ರೆಸ್ ಬಲ್ಲಾರಿ ಗ್ರಾಮಾಂತರ ಜಿಲ್ಲಾ ಘಟಕದ ವತಿಯಿಂದ ಏರ್ಪಡಿಸಿದ್ದ ಯುವ ಸಮ್ಮೇಳನದಲ್ಲಿ ಮಾತನಾಡಿದ ಅವರು, ಪಂಚ ಗ್ಯಾರಂಟಿಗಳ ಯಶಸ್ವಿ ಅನುಷ್ಠಾನದಿಂದ ರಾಜ್ಯದ ಜನತೆಗೆ ಅನುಕೂಲವಾಗಿದೆ. ಯುವಕರು ಪಕ್ಷದ ಸಿದ್ಧಾಂತಗಳನ್ನು ಮನೆ ಮನೆಗೆ ತಲುಪಿಸಬೇಕು. ಮುಂಬರುವ ಸ್ಥಳೀಯ ಸಂಸ್ಥೆಗಳ ಚುನಾವಣೆಯಲ್ಲಿ ಪಕ್ಷದ ಗೆಲುವಿಗೆ ಶ್ರಮಿಸಬೇಕು. ಮಹಾತ್ಮ ಗಾಂಧೀಜಿಯವರ ಆದರ್ಶಗಳನ್ನು ಪಾಲಿಸೋಣ ಎಂದು ಕರೆ ನೀಡಿದರು. ನಿಮ್ಮ ಈ ಚುನಾವಣೆಯಲ್ಲಿ ಟಿ. ಶುಕ್ರಾಂ ಅವರು ಸಂಡೂರಿನಲ್ಲಿ ಮತ್ತು ಅನೇಕರು ಶ್ರಮಿಸಿದ್ದಾರೆ. ಉಚಿತವಾಗಿ ಸಾರ್ವಜನಿಕರಿಗೆ 1200 ಕೋಟಿ ರೂಪಾಯಿ ಅನುದಾನ ಹಂಚಿದ್ದಾರೆ, ಕ್ಷೇತ್ರದ ಅಭಿವೃದ್ಧಿಗೆ ಕರ್ನಾಟಕ ರಾಜ್ಯ ಸರ್ಕಾರ ಬದ್ಧವಾಗಿದೆ ಎಂದು ತಿಳಿಸಿದರು. 500 ಕೋಟಿಗೂ ಹೆಚ್ಚು ಹಣ ಮಂಜೂರಾಗಿದೆ ಎಂದು ಮಂಜುನಾಥ್ ಗೌಡ ಹೇಳಿದರು. [284,657,518,816]
